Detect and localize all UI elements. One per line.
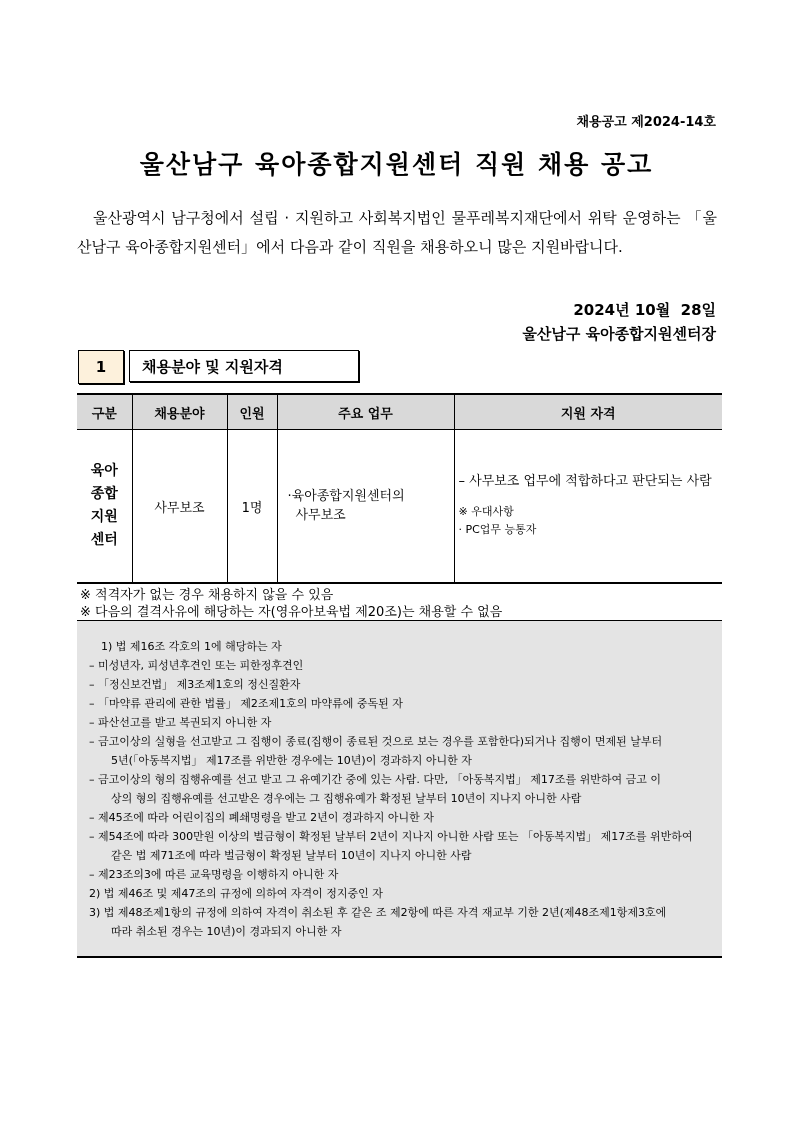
- list-item: 2) 법 제46조 및 제47조의 규정에 의하여 자격이 정지중인 자: [89, 887, 383, 900]
- note-2: ※ 다음의 결격사유에 해당하는 자(영유아보육법 제20조)는 채용할 수 없음: [80, 605, 503, 620]
- header-category: 구분: [77, 394, 132, 430]
- cell-category: 육아 종합 지원 센터: [77, 430, 132, 584]
- list-item: 5년(「아동복지법」 제17조를 위반한 경우에는 10년)이 경과하지 아니한 자: [111, 754, 472, 767]
- list-item: 같은 법 제71조에 따라 벌금형이 확정된 날부터 10년이 지나지 아니한 사람: [111, 849, 472, 862]
- note-1: ※ 적격자가 없는 경우 채용하지 않을 수 있음: [80, 588, 334, 603]
- cell-field: 사무보조: [132, 430, 227, 584]
- list-item: – 「마약류 관리에 관한 법률」 제2조제1호의 마약류에 중독된 자: [89, 697, 403, 710]
- cell-count: 1명: [227, 430, 277, 584]
- table-header-row: [77, 394, 722, 430]
- header-duty: 주요 업무: [277, 394, 454, 430]
- header-count: 인원: [227, 394, 277, 430]
- section-title: 채용분야 및 지원자격: [129, 350, 359, 382]
- intro-paragraph: 울산광역시 남구청에서 설립 · 지원하고 사회복지법인 물푸레복지재단에서 위탁 운영하는 「울산남구 육아종합지원센터」에서 다음과 같이 직원을 채용하오니 많은 지원바랍니다.: [77, 209, 717, 256]
- section-number: 1: [78, 350, 124, 384]
- disqualification-box: [77, 620, 722, 958]
- page-title: 울산남구 육아종합지원센터 직원 채용 공고: [139, 150, 654, 179]
- list-item: 따라 취소된 경우는 10년)이 경과되지 아니한 자: [111, 925, 342, 938]
- list-item: – 제45조에 따라 어린이집의 폐쇄명령을 받고 2년이 경과하지 아니한 자: [89, 811, 434, 824]
- list-item: – 파산선고를 받고 복권되지 아니한 자: [89, 716, 272, 729]
- list-item: 3) 법 제48조제1항의 규정에 의하여 자격이 취소된 후 같은 조 제2항에 따른 자격 재교부 기한 2년(제48조제1항제3호에: [89, 906, 667, 919]
- list-item: – 금고이상의 형의 집행유예를 선고 받고 그 유예기간 중에 있는 사람. 다만, 「아동복지법」 제17조를 위반하여 금고 이: [89, 773, 661, 786]
- notice-date: 2024년 10월 28일: [573, 301, 716, 319]
- notice-number: 채용공고 제2024-14호: [576, 115, 716, 130]
- list-item: – 금고이상의 실형을 선고받고 그 집행이 종료(집행이 종료된 것으로 보는 경우를 포함한다)되거나 집행이 면제된 날부터: [89, 735, 663, 748]
- list-item: 상의 형의 집행유예를 선고받은 경우에는 그 집행유예가 확정된 날부터 10년이 지나지 아니한 사람: [111, 792, 582, 805]
- list-item: – 제54조에 따라 300만원 이상의 벌금형이 확정된 날부터 2년이 지나지 아니한 사람 또는 「아동복지법」 제17조를 위반하여: [89, 830, 693, 843]
- header-qualification: 지원 자격: [454, 394, 722, 430]
- list-item: – 「정신보건법」 제3조제1호의 정신질환자: [89, 678, 301, 691]
- list-item: – 미성년자, 피성년후견인 또는 피한정후견인: [89, 659, 304, 672]
- recruitment-table: [77, 393, 722, 584]
- signer: 울산남구 육아종합지원센터장: [522, 325, 716, 343]
- table-row: [77, 430, 722, 584]
- header-field: 채용분야: [132, 394, 227, 430]
- list-item: 1) 법 제16조 각호의 1에 해당하는 자: [101, 640, 282, 653]
- list-item: – 제23조의3에 따른 교육명령을 이행하지 아니한 자: [89, 868, 339, 881]
- cell-duty: ·육아종합지원센터의 사무보조: [277, 430, 454, 584]
- cell-qualification: – 사무보조 업무에 적합하다고 판단되는 사람 ※ 우대사항 · PC업무 능통자: [454, 430, 722, 584]
